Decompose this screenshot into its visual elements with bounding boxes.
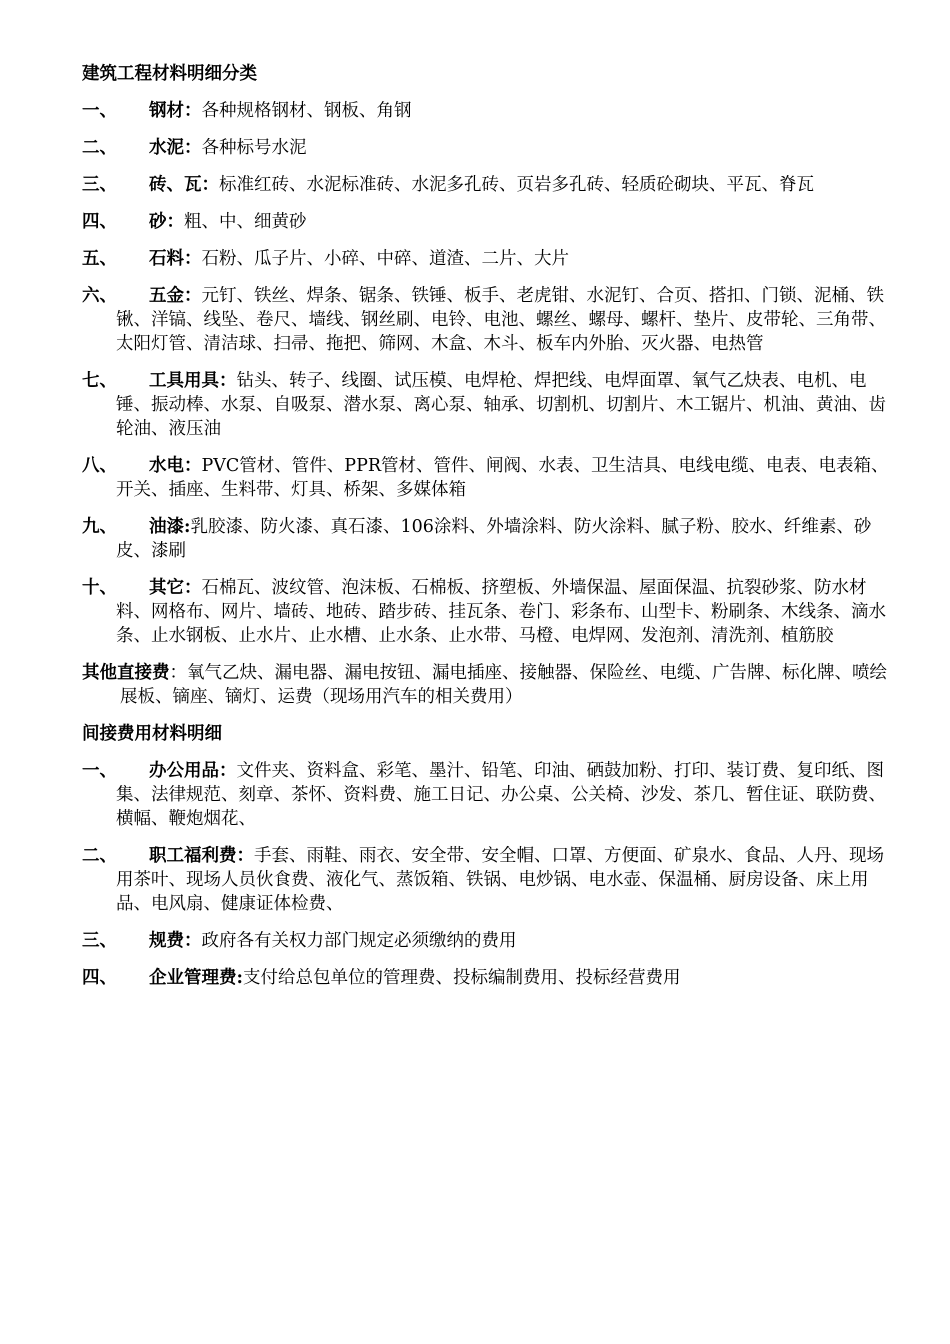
- item-number: 二、: [82, 138, 117, 158]
- item-label: 砂：: [149, 212, 184, 232]
- item-text: 政府各有关权力部门规定必须缴纳的费用: [201, 931, 517, 951]
- item-number: 六、: [82, 286, 117, 306]
- list-item: [82, 369, 890, 441]
- item-number: 十、: [82, 578, 117, 598]
- item-text: ：氧气乙炔、漏电器、漏电按钮、漏电插座、接触器、保险丝、电缆、广告牌、标化牌、喷绘展板、镝座、镝灯、运费（现场用汽车的相关费用）: [120, 663, 887, 707]
- list-item: [82, 844, 890, 916]
- item-number: 八、: [82, 456, 117, 476]
- list-item: [82, 136, 890, 160]
- item-text: 石粉、瓜子片、小碎、中碎、道渣、二片、大片: [201, 249, 569, 269]
- item-label: 五金：: [149, 286, 202, 306]
- item-label: 工具用具：: [149, 371, 237, 391]
- item-label: 规费：: [149, 931, 202, 951]
- list-item: [82, 173, 890, 197]
- item-number: 七、: [82, 371, 117, 391]
- item-number: 三、: [82, 931, 117, 951]
- list-item: [82, 515, 890, 563]
- item-number: 五、: [82, 249, 117, 269]
- item-label: 砖、瓦：: [149, 175, 219, 195]
- direct-materials-title: 建筑工程材料明细分类: [82, 64, 257, 84]
- item-number: 一、: [82, 761, 117, 781]
- list-item: [82, 759, 890, 831]
- item-number: 一、: [82, 101, 117, 121]
- list-item: [82, 210, 890, 234]
- item-label: 石料：: [149, 249, 202, 269]
- item-text: 手套、雨鞋、雨衣、安全带、安全帽、口罩、方便面、矿泉水、食品、人丹、现场用茶叶、现场人员伙食费、液化气、蒸饭箱、铁锅、电炒锅、电水壶、保温桶、厨房设备、床上用品、电风扇、健康证体检费、: [116, 846, 884, 914]
- item-text: 石棉瓦、波纹管、泡沫板、石棉板、挤塑板、外墙保温、屋面保温、抗裂砂浆、防水材料、网格布、网片、墙砖、地砖、踏步砖、挂瓦条、卷门、彩条布、山型卡、粉刷条、木线条、滴水条、止水钢板、止水片、止水槽、止水条、止水带、马橙、电焊网、发泡剂、清洗剂、植筋胶: [116, 578, 886, 646]
- item-label: 职工福利费：: [149, 846, 254, 866]
- list-item: [82, 284, 890, 356]
- item-number: 四、: [82, 212, 117, 232]
- item-text: 各种规格钢材、钢板、角钢: [201, 101, 412, 121]
- item-label: 钢材：: [149, 101, 202, 121]
- list-item: [82, 576, 890, 648]
- item-number: 九、: [82, 517, 117, 537]
- item-text: 乳胶漆、防火漆、真石漆、106涂料、外墙涂料、防火涂料、腻子粉、胶水、纤维素、砂皮、漆刷: [116, 517, 872, 561]
- list-item: [82, 99, 890, 123]
- list-item: [82, 454, 890, 502]
- item-label: 油漆:: [149, 517, 191, 537]
- item-label: 水泥：: [149, 138, 202, 158]
- item-text: 支付给总包单位的管理费、投标编制费用、投标经营费用: [242, 968, 681, 988]
- item-number: 四、: [82, 968, 117, 988]
- item-label: 水电：: [149, 456, 202, 476]
- indirect-materials-title: 间接费用材料明细: [82, 724, 222, 744]
- item-text: 元钉、铁丝、焊条、锯条、铁锤、板手、老虎钳、水泥钉、合页、搭扣、门锁、泥桶、铁锹、洋镐、线坠、卷尺、墙线、钢丝刷、电铃、电池、螺丝、螺母、螺杆、垫片、皮带轮、三角带、太阳灯管、清洁球、扫帚、拖把、筛网、木盒、木斗、板车内外胎、灭火器、电热管: [116, 286, 886, 354]
- list-item: [82, 247, 890, 271]
- item-text: 各种标号水泥: [201, 138, 307, 158]
- other-direct-cost-item: [82, 661, 890, 709]
- item-text: PVC管材、管件、PPR管材、管件、闸阀、水表、卫生洁具、电线电缆、电表、电表箱、开关、插座、生料带、灯具、桥架、多媒体箱: [116, 456, 889, 500]
- item-text: 文件夹、资料盒、彩笔、墨汁、铅笔、印油、硒鼓加粉、打印、装订费、复印纸、图集、法律规范、刻章、茶怀、资料费、施工日记、办公桌、公关椅、沙发、茶几、暂住证、联防费、横幅、鞭炮烟花、: [116, 761, 886, 829]
- item-label: 办公用品：: [149, 761, 237, 781]
- item-text: 钻头、转子、线圈、试压模、电焊枪、焊把线、电焊面罩、氧气乙炔表、电机、电锤、振动棒、水泵、自吸泵、潜水泵、离心泵、轴承、切割机、切割片、木工锯片、机油、黄油、齿轮油、液压油: [116, 371, 886, 439]
- item-text: 标准红砖、水泥标准砖、水泥多孔砖、页岩多孔砖、轻质砼砌块、平瓦、脊瓦: [219, 175, 814, 195]
- list-item: [82, 929, 890, 953]
- list-item: [82, 966, 890, 990]
- item-label: 其他直接费: [82, 663, 170, 683]
- item-label: 企业管理费:: [149, 968, 243, 988]
- item-label: 其它：: [149, 578, 202, 598]
- item-text: 粗、中、细黄砂: [184, 212, 307, 232]
- item-number: 二、: [82, 846, 117, 866]
- item-number: 三、: [82, 175, 117, 195]
